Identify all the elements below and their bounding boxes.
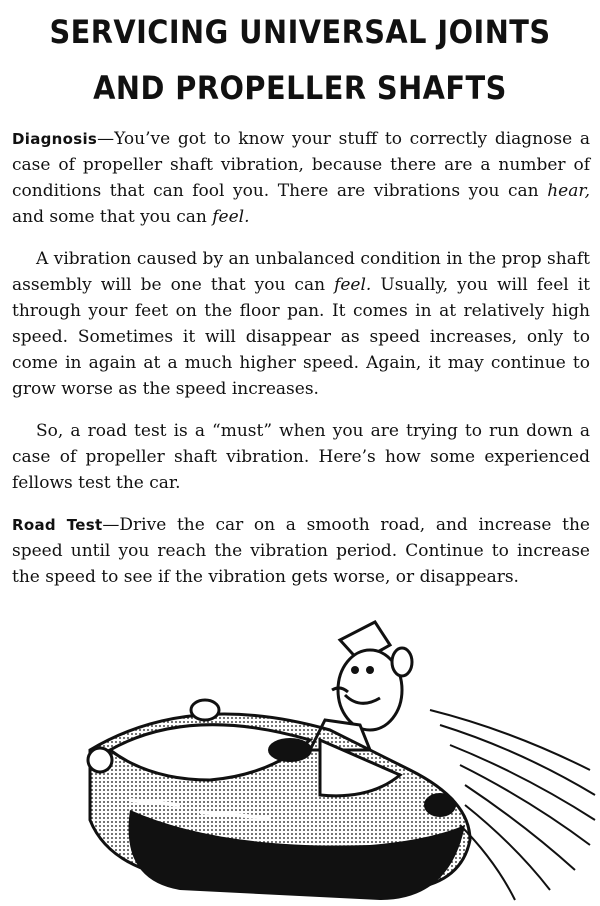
vibration-text-2: Usually, you will feel it through your feet on the floor pan. It comes in at relatively high speed. Sometimes it will disappear as speed increases, only to come in again at a much higher speed. Again, it may continue to grow worse as the speed increases. <box>12 275 591 399</box>
diagnosis-dash: — <box>97 129 115 149</box>
diagnosis-emphasis-hear: hear, <box>547 181 590 201</box>
article-body <box>12 126 590 606</box>
paragraph-diagnosis <box>12 126 590 230</box>
vibration-text-1: A vibration caused by an unbalanced condition in the prop shaft assembly will be one that you can <box>12 249 590 295</box>
diagnosis-heading: Diagnosis <box>12 130 98 148</box>
paragraph-vibration <box>12 246 590 402</box>
cartoon-driver-car-illustration <box>70 600 600 906</box>
paragraph-road-test-intro: So, a road test is a “must” when you are trying to run down a case of propeller shaft vibration. Here’s how some experienced fellows test the car. <box>12 421 590 493</box>
car-body <box>88 700 470 900</box>
vibration-emphasis-feel: feel. <box>334 275 372 295</box>
road-test-dash: — <box>102 515 120 535</box>
title-line-1: SERVICING UNIVERSAL JOINTS <box>49 13 551 51</box>
title-line-2: AND PROPELLER SHAFTS <box>93 69 507 107</box>
diagnosis-text-1: You’ve got to know your stuff to correctly diagnose a case of propeller shaft vibration, because there are a number of conditions that can fool you. There are vibrations you can <box>12 129 590 201</box>
paragraph-road-test <box>12 512 590 590</box>
road-test-heading: Road Test <box>12 516 103 534</box>
page-title <box>30 4 570 116</box>
diagnosis-text-2: and some that you can <box>12 207 213 227</box>
road-test-text: Drive the car on a smooth road, and increase the speed until you reach the vibration period. Continue to increase the speed to see if the vibration gets worse, or disappears. <box>12 515 590 587</box>
diagnosis-emphasis-feel: feel. <box>212 207 250 227</box>
